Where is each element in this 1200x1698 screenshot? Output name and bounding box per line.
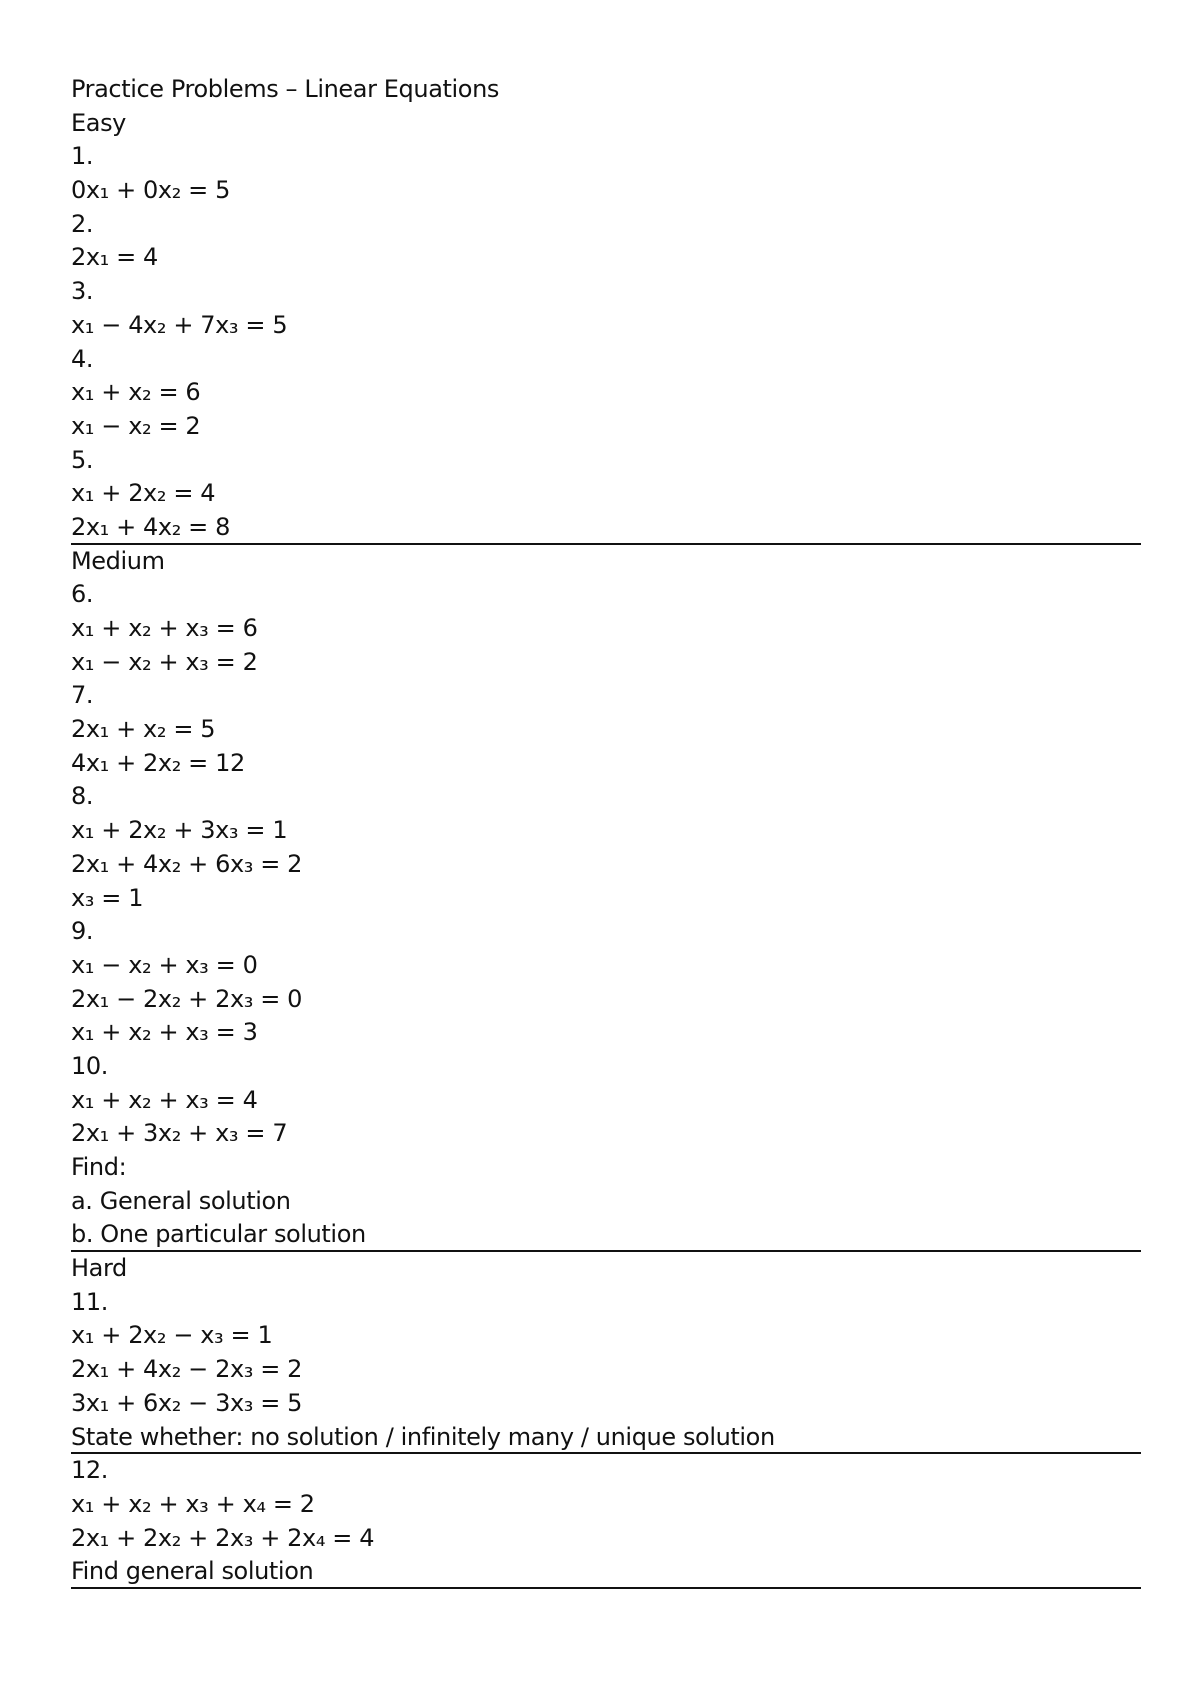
equation-line: 2x₁ + 2x₂ + 2x₃ + 2x₄ = 4: [71, 1523, 375, 1552]
equation-line: 2x₁ = 4: [71, 243, 158, 272]
equation-line: 2x₁ + 4x₂ = 8: [71, 512, 230, 541]
document-page: [71, 73, 1141, 1589]
problem-number: 2.: [71, 209, 94, 238]
section-heading-easy: Easy: [71, 108, 126, 137]
equation-line: 2x₁ + 4x₂ − 2x₃ = 2: [71, 1355, 303, 1384]
equation-line: 4x₁ + 2x₂ = 12: [71, 748, 245, 777]
equation-line: x₁ + 2x₂ = 4: [71, 479, 216, 508]
equation-line: 0x₁ + 0x₂ = 5: [71, 176, 230, 205]
problem-number: 9.: [71, 917, 94, 946]
equation-line: 2x₁ + 4x₂ + 6x₃ = 2: [71, 849, 303, 878]
equation-line: x₁ + x₂ + x₃ + x₄ = 2: [71, 1489, 315, 1518]
equation-line: x₁ − x₂ + x₃ = 0: [71, 950, 258, 979]
problem-number: 12.: [71, 1456, 108, 1485]
equation-line: x₁ + x₂ + x₃ = 3: [71, 1018, 258, 1047]
equation-line: x₁ + 2x₂ + 3x₃ = 1: [71, 816, 288, 845]
problem-number: 4.: [71, 344, 94, 373]
equation-line: 3x₁ + 6x₂ − 3x₃ = 5: [71, 1388, 303, 1417]
problem-number: 7.: [71, 681, 94, 710]
equation-line: x₁ + x₂ + x₃ = 6: [71, 614, 258, 642]
instruction-line: State whether: no solution / infinitely many / unique solution: [71, 1422, 775, 1451]
equation-line: x₁ − x₂ + x₃ = 2: [71, 647, 258, 676]
equation-line: 2x₁ + 3x₂ + x₃ = 7: [71, 1119, 288, 1148]
equation-line: 2x₁ + x₂ = 5: [71, 715, 216, 744]
section-heading-medium: Medium: [71, 546, 165, 575]
equation-line: x₁ − 4x₂ + 7x₃ = 5: [71, 310, 288, 339]
instruction-line: Find:: [71, 1153, 127, 1181]
section-heading-hard: Hard: [71, 1254, 127, 1283]
equation-line: x₁ + 2x₂ − x₃ = 1: [71, 1321, 273, 1350]
problem-number: 8.: [71, 782, 94, 811]
problem-number: 11.: [71, 1287, 108, 1316]
instruction-line: Find general solution: [71, 1557, 314, 1586]
problem-number: 6.: [71, 580, 94, 609]
problem-number: 10.: [71, 1051, 108, 1080]
equation-line: x₁ + x₂ + x₃ = 4: [71, 1085, 258, 1114]
equation-line: x₃ = 1: [71, 883, 144, 912]
problem-number: 1.: [71, 142, 94, 171]
equation-line: x₁ − x₂ = 2: [71, 411, 201, 440]
problem-number: 3.: [71, 277, 94, 306]
problem-number: 5.: [71, 445, 94, 474]
equation-line: x₁ + x₂ = 6: [71, 378, 201, 407]
document-title: Practice Problems – Linear Equations: [71, 75, 499, 103]
instruction-line: b. One particular solution: [71, 1220, 366, 1249]
equation-line: 2x₁ − 2x₂ + 2x₃ = 0: [71, 984, 303, 1013]
instruction-line: a. General solution: [71, 1186, 291, 1215]
